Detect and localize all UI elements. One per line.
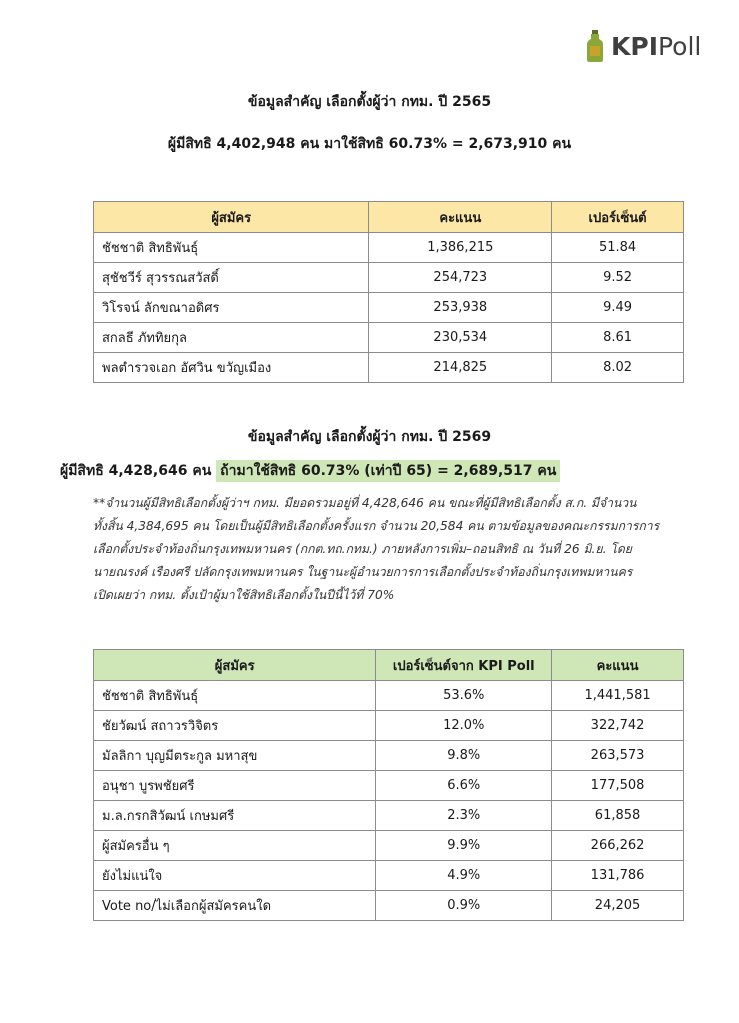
candidate-name: ยังไม่แน่ใจ — [94, 861, 376, 891]
table-row — [94, 323, 684, 353]
candidate-name: ชัยวัฒน์ สถาวรวิจิตร — [94, 711, 376, 741]
votes: 24,205 — [552, 891, 684, 921]
poll-percent: 6.6% — [376, 771, 552, 801]
section1-title: ข้อมูลสำคัญ เลือกตั้งผู้ว่า กทม. ปี 2565 — [247, 94, 492, 110]
summary-highlight: ถ้ามาใช้สิทธิ 60.73% (เท่าปี 65) = 2,689,517 คน — [216, 460, 560, 482]
votes: 253,938 — [369, 293, 552, 323]
section1-summary: ผู้มีสิทธิ 4,402,948 คน มาใช้สิทธิ 60.73% = 2,673,910 คน — [167, 136, 572, 152]
candidate-name: พลตำรวจเอก อัศวิน ขวัญเมือง — [94, 353, 369, 383]
bottle-icon — [585, 29, 605, 63]
votes: 230,534 — [369, 323, 552, 353]
projection-2569-table — [93, 649, 684, 921]
votes: 177,508 — [552, 771, 684, 801]
header-candidate: ผู้สมัคร — [94, 202, 369, 233]
candidate-name: Vote no/ไม่เลือกผู้สมัครคนใด — [94, 891, 376, 921]
candidate-name: ผู้สมัครอื่น ๆ — [94, 831, 376, 861]
percent: 9.49 — [552, 293, 684, 323]
candidate-name: มัลลิกา บุญมีตระกูล มหาสุข — [94, 741, 376, 771]
votes: 1,441,581 — [552, 681, 684, 711]
candidate-name: สกลธี ภัททิยกุล — [94, 323, 369, 353]
footnote — [93, 492, 703, 607]
footnote-line: เปิดเผยว่า กทม. ตั้งเป้าผู้มาใช้สิทธิเลือกตั้งในปีนี้ไว้ที่ 70% — [93, 588, 395, 602]
candidate-name: วิโรจน์ ลักขณาอดิศร — [94, 293, 369, 323]
percent: 9.52 — [552, 263, 684, 293]
table-row — [94, 861, 684, 891]
table-row — [94, 891, 684, 921]
header-candidate: ผู้สมัคร — [94, 650, 376, 681]
kpi-poll-logo — [585, 28, 701, 64]
votes: 266,262 — [552, 831, 684, 861]
table-row — [94, 741, 684, 771]
table-header-row — [94, 202, 684, 233]
percent: 8.61 — [552, 323, 684, 353]
votes: 214,825 — [369, 353, 552, 383]
table-row — [94, 801, 684, 831]
poll-percent: 4.9% — [376, 861, 552, 891]
poll-percent: 9.9% — [376, 831, 552, 861]
header-poll-percent: เปอร์เซ็นต์จาก KPI Poll — [376, 650, 552, 681]
percent: 51.84 — [552, 233, 684, 263]
logo-text: KPIPoll — [611, 31, 702, 61]
table-row — [94, 681, 684, 711]
table-row — [94, 711, 684, 741]
header-votes: คะแนน — [552, 650, 684, 681]
summary-plain: ผู้มีสิทธิ 4,428,646 คน — [60, 463, 217, 479]
votes: 1,386,215 — [369, 233, 552, 263]
votes: 263,573 — [552, 741, 684, 771]
poll-percent: 53.6% — [376, 681, 552, 711]
table-row — [94, 233, 684, 263]
table-row — [94, 831, 684, 861]
votes: 254,723 — [369, 263, 552, 293]
table-header-row — [94, 650, 684, 681]
poll-percent: 0.9% — [376, 891, 552, 921]
votes: 61,858 — [552, 801, 684, 831]
candidate-name: ม.ล.กรกสิวัฒน์ เกษมศรี — [94, 801, 376, 831]
table-row — [94, 263, 684, 293]
footnote-line: นายณรงค์ เรืองศรี ปลัดกรุงเทพมหานคร ในฐานะผู้อำนวยการการเลือกตั้งประจำท้องถิ่นกรุงเทพมหานคร — [93, 565, 633, 579]
header-votes: คะแนน — [369, 202, 552, 233]
poll-percent: 12.0% — [376, 711, 552, 741]
header-percent: เปอร์เซ็นต์ — [552, 202, 684, 233]
table-row — [94, 771, 684, 801]
percent: 8.02 — [552, 353, 684, 383]
votes: 322,742 — [552, 711, 684, 741]
poll-percent: 2.3% — [376, 801, 552, 831]
poll-percent: 9.8% — [376, 741, 552, 771]
table-row — [94, 353, 684, 383]
candidate-name: อนุชา บูรพชัยศรี — [94, 771, 376, 801]
table-row — [94, 293, 684, 323]
footnote-line: เลือกตั้งประจำท้องถิ่นกรุงเทพมหานคร (กกต.ทถ.กทม.) ภายหลังการเพิ่ม–ถอนสิทธิ ณ วันที่ 26 มิ.ย. โดย — [93, 542, 632, 556]
section2-title: ข้อมูลสำคัญ เลือกตั้งผู้ว่า กทม. ปี 2569 — [247, 429, 492, 445]
footnote-line: **จำนวนผู้มีสิทธิเลือกตั้งผู้ว่าฯ กทม. มียอดรวมอยู่ที่ 4,428,646 คน ขณะที่ผู้มีสิทธิเลือกตั้ง ส.ก. มีจำนวน — [93, 496, 637, 510]
candidate-name: ชัชชาติ สิทธิพันธุ์ — [94, 233, 369, 263]
votes: 131,786 — [552, 861, 684, 891]
candidate-name: ชัชชาติ สิทธิพันธุ์ — [94, 681, 376, 711]
candidate-name: สุชัชวีร์ สุวรรณสวัสดิ์ — [94, 263, 369, 293]
results-2565-table — [93, 201, 684, 383]
section2-summary — [60, 460, 739, 482]
footnote-line: ทั้งสิ้น 4,384,695 คน โดยเป็นผู้มีสิทธิเลือกตั้งครั้งแรก จำนวน 20,584 คน ตามข้อมูลของคณะกรรมการการ — [93, 519, 660, 533]
